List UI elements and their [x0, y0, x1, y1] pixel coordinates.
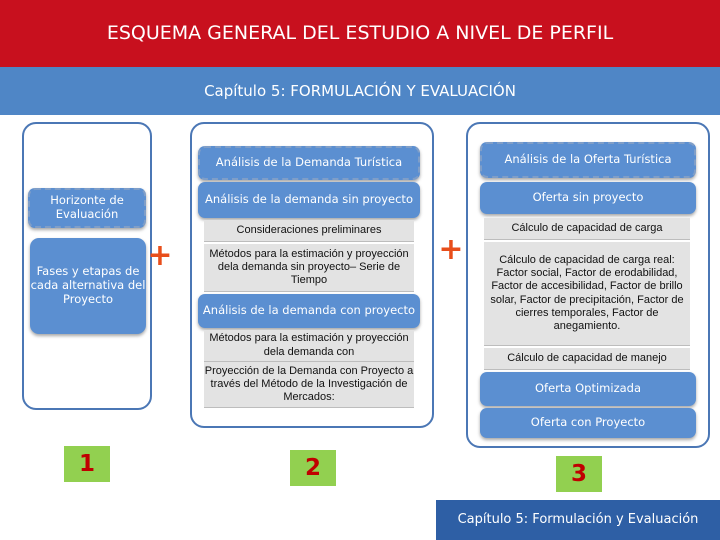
demand-without-box: Análisis de la demanda sin proyecto	[198, 182, 420, 218]
step-number-1: 1	[64, 446, 110, 482]
page-title: ESQUEMA GENERAL DEL ESTUDIO A NIVEL DE PERFIL	[0, 0, 720, 67]
step-number-3: 3	[556, 456, 602, 492]
demand-header: Análisis de la Demanda Turística	[198, 146, 420, 180]
plus-sign-2: +	[438, 232, 464, 267]
load-capacity-box: Cálculo de capacidad de carga	[484, 218, 690, 240]
supply-with-box: Oferta con Proyecto	[480, 408, 696, 438]
prelim-box: Consideraciones preliminares	[204, 220, 414, 242]
optimized-supply-box: Oferta Optimizada	[480, 372, 696, 406]
supply-without-box: Oferta sin proyecto	[480, 182, 696, 214]
methods-with-box: Métodos para la estimación y proyección dela demanda con	[204, 330, 414, 362]
supply-header: Análisis de la Oferta Turística	[480, 142, 696, 178]
chapter-subtitle: Capítulo 5: FORMULACIÓN Y EVALUACIÓN	[0, 67, 720, 115]
demand-with-box: Análisis de la demanda con proyecto	[198, 294, 420, 328]
real-load-capacity-box: Cálculo de capacidad de carga real: Factor social, Factor de erodabilidad, Factor de accesibilidad, Factor de brillo solar, Factor de precipitación, Factor de cierres temporales, Factor de anegamiento.	[484, 242, 690, 346]
phases-box: Fases y etapas de cada alternativa del Proyecto	[30, 238, 146, 334]
projection-box: Proyección de la Demanda con Proyecto a través del Método de la Investigación de Mercados:	[204, 362, 414, 408]
plus-sign-1: +	[147, 238, 173, 273]
step-number-2: 2	[290, 450, 336, 486]
management-capacity-box: Cálculo de capacidad de manejo	[484, 348, 690, 370]
horizon-box: Horizonte de Evaluación	[28, 188, 146, 228]
footer-chapter-label: Capítulo 5: Formulación y Evaluación	[436, 500, 720, 540]
methods-without-box: Métodos para la estimación y proyección dela demanda sin proyecto– Serie de Tiempo	[204, 244, 414, 292]
